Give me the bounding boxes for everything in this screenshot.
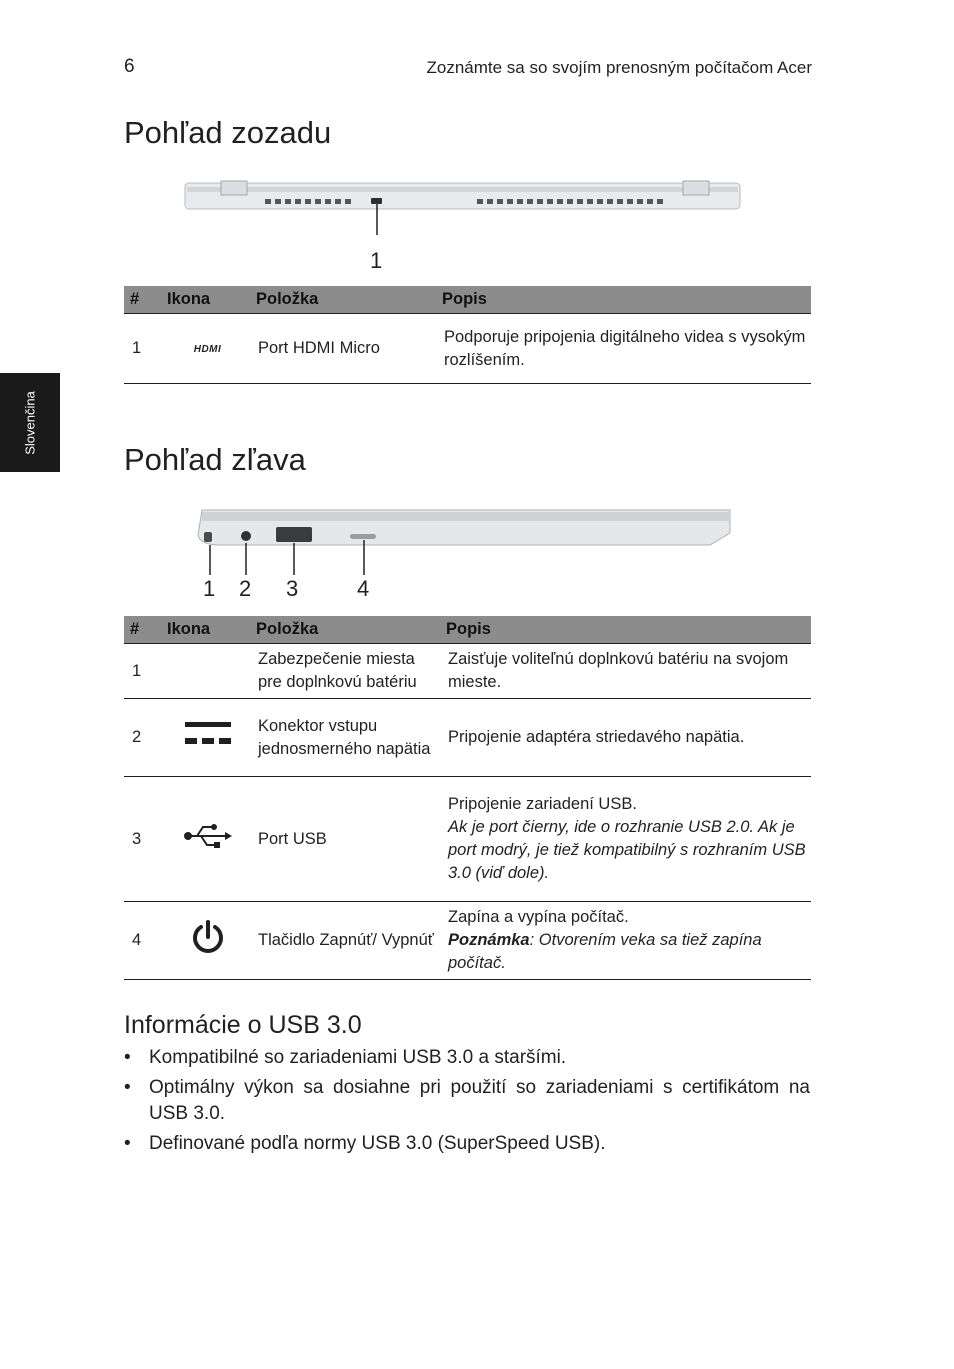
row-number: 4	[124, 902, 161, 980]
item-description: Pripojenie adaptéra striedavého napätia.	[440, 699, 811, 777]
item-name: Port USB	[250, 777, 440, 902]
item-note-line	[448, 929, 807, 975]
table-row	[124, 902, 811, 980]
usb-info-list	[124, 1045, 810, 1161]
power-icon	[161, 902, 250, 980]
left-callout-1: 1	[203, 576, 216, 601]
item-name: Zabezpečenie miesta pre doplnkovú batériu	[250, 644, 440, 699]
left-callout-2: 2	[239, 576, 252, 601]
item-description-cell	[440, 902, 811, 980]
column-header: Popis	[436, 286, 811, 314]
list-item	[124, 1045, 810, 1071]
table-row	[124, 699, 811, 777]
list-item-text: Kompatibilné so zariadeniami USB 3.0 a staršími.	[149, 1047, 567, 1068]
item-note: Ak je port čierny, ide o rozhranie USB 2.0. Ak je port modrý, je tiež kompatibilný s rozhraním USB 3.0 (viď dole).	[448, 818, 806, 882]
icon-cell-empty	[161, 644, 250, 699]
item-note: : Otvorením veka sa tiež zapína počítač.	[448, 931, 762, 972]
row-number: 3	[124, 777, 161, 902]
item-name: Port HDMI Micro	[250, 314, 436, 384]
table-header-row	[124, 286, 811, 314]
left-view-table	[124, 616, 811, 980]
list-item	[124, 1075, 810, 1127]
column-header: Položka	[250, 286, 436, 314]
column-header: #	[124, 286, 161, 314]
left-view-title: Pohľad zľava	[124, 442, 306, 477]
rear-view-table	[124, 286, 811, 384]
table-row	[124, 644, 811, 699]
rear-view-illustration	[175, 175, 765, 235]
rear-view-title: Pohľad zozadu	[124, 115, 332, 150]
table-row	[124, 777, 811, 902]
column-header: Popis	[440, 616, 811, 644]
item-name: Konektor vstupu jednosmerného napätia	[250, 699, 440, 777]
item-note-label: Poznámka	[448, 931, 530, 949]
column-header: Položka	[250, 616, 440, 644]
column-header: #	[124, 616, 161, 644]
left-callout-3: 3	[286, 576, 299, 601]
item-description: Pripojenie zariadení USB.	[448, 795, 637, 813]
language-side-tab-label: Slovenčina	[22, 391, 38, 455]
row-number: 2	[124, 699, 161, 777]
usb-info-title: Informácie o USB 3.0	[124, 1011, 362, 1039]
row-number: 1	[124, 644, 161, 699]
item-description-cell	[440, 777, 811, 902]
item-description: Podporuje pripojenia digitálneho videa s vysokým rozlíšením.	[436, 314, 811, 384]
list-item	[124, 1131, 810, 1157]
table-header-row	[124, 616, 811, 644]
table-row	[124, 314, 811, 384]
bullet-marker: •	[124, 1133, 131, 1154]
running-title: Zoznámte sa so svojím prenosným počítačom Acer	[426, 58, 812, 77]
item-name: Tlačidlo Zapnúť/ Vypnúť	[250, 902, 440, 980]
column-header: Ikona	[161, 616, 250, 644]
page-number: 6	[124, 56, 135, 77]
item-description: Zaisťuje voliteľnú doplnkovú batériu na svojom mieste.	[440, 644, 811, 699]
bullet-marker: •	[124, 1077, 131, 1098]
item-description: Zapína a vypína počítač.	[448, 908, 629, 926]
usb-icon	[161, 777, 250, 902]
left-callout-4: 4	[357, 576, 370, 601]
list-item-text: Definované podľa normy USB 3.0 (SuperSpeed USB).	[149, 1133, 606, 1154]
bullet-marker: •	[124, 1047, 131, 1068]
hdmi-icon	[161, 314, 250, 384]
language-side-tab	[0, 373, 60, 472]
hdmi-icon-text: HDMI	[193, 344, 222, 355]
column-header: Ikona	[161, 286, 250, 314]
rear-callout-1: 1	[370, 248, 383, 273]
left-view-illustration	[190, 505, 750, 575]
dc-power-icon	[161, 699, 250, 777]
row-number: 1	[124, 314, 161, 384]
list-item-text: Optimálny výkon sa dosiahne pri použití so zariadeniami s certifikátom na USB 3.0.	[149, 1077, 810, 1124]
